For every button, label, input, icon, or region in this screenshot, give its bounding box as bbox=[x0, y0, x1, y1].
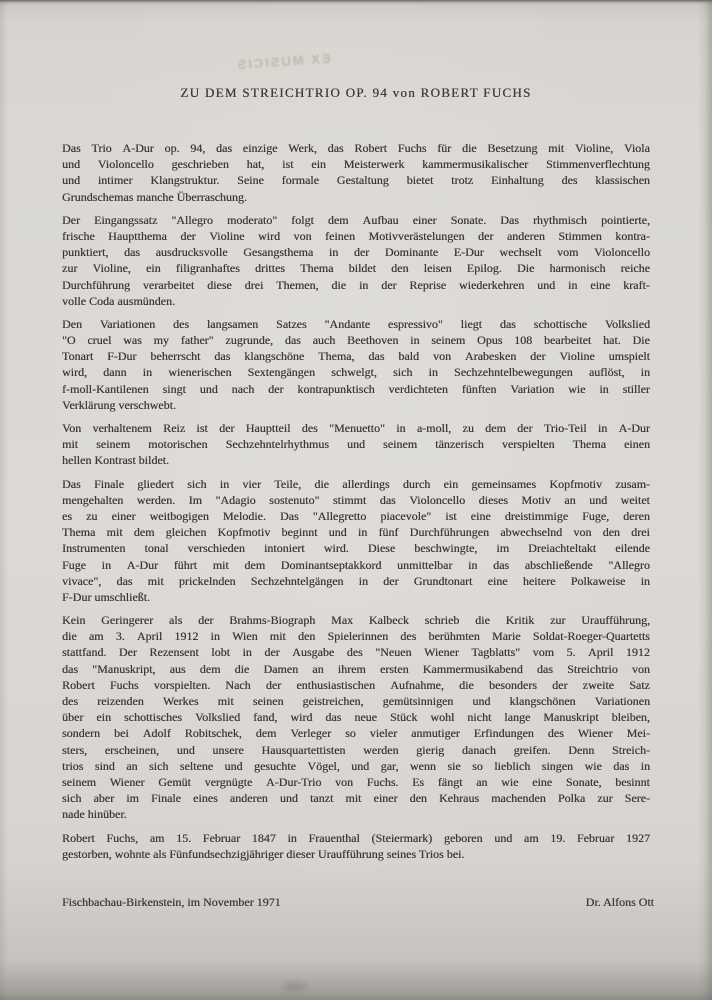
text-line: Fuge in A-Dur führt mit dem Dominantseptakkord unmittelbar in das abschließende "Allegro bbox=[62, 557, 650, 572]
text-line: sondern bei Adolf Robitschek, dem Verleger so vieler anmutiger Erfindungen des Wiener Mei- bbox=[62, 726, 650, 741]
text-line: punktiert, das ausdrucksvolle Gesangsthema in der Dominante E-Dur wechselt vom Violoncello bbox=[62, 245, 650, 260]
text-line: Kein Geringerer als der Brahms-Biograph Max Kalbeck schrieb die Kritik zur Uraufführung, bbox=[62, 613, 650, 628]
text-line: zur Violine, ein filigranhaftes drittes Thema bildet den leisen Epilog. Die harmonisch reiche bbox=[62, 261, 650, 276]
text-line: f-moll-Kantilenen singt und nach der kontrapunktisch verdichteten fünften Variation wie in stiller bbox=[62, 381, 650, 396]
text-line: Den Variationen des langsamen Satzes "Andante espressivo" liegt das schottische Volkslied bbox=[62, 316, 650, 331]
text-line: mengehalten werden. Im "Adagio sostenuto" stimmt das Violoncello dieses Motiv an und weitet bbox=[62, 492, 650, 507]
text-line: mit seinem motorischen Sechzehntelrhythmus und seinem tänzerisch verspielten Thema einen bbox=[62, 437, 650, 452]
text-line: und intimer Klangstruktur. Seine formale Gestaltung bietet trotz Einhaltung des klassischen bbox=[62, 173, 650, 188]
footer-author: Dr. Alfons Ott bbox=[585, 895, 654, 909]
text-line: Durchführung verarbeitet diese drei Themen, die in der Reprise wiederkehren und in eine kraft- bbox=[62, 277, 650, 292]
text-line: über ein schottisches Volkslied fand, wird das neue Stück wohl nicht lange Manuskript bleiben, bbox=[62, 710, 650, 725]
text-line: Verklärung verschwebt. bbox=[62, 397, 176, 412]
text-line: volle Coda ausmünden. bbox=[62, 293, 175, 308]
text-line: Tonart F-Dur beherrscht das klangschöne Thema, das bald von Arabesken der Violine umspielt bbox=[62, 349, 650, 364]
paragraph bbox=[62, 830, 650, 862]
text-line: Instrumenten tonal verschieden intoniert wird. Diese beschwingte, im Dreiachteltakt eilende bbox=[62, 541, 650, 556]
text-line: Das Trio A-Dur op. 94, das einzige Werk, das Robert Fuchs für die Besetzung mit Violine, Viola bbox=[62, 141, 650, 155]
paragraph bbox=[62, 212, 650, 309]
paper-edge-left bbox=[0, 0, 8, 1000]
paragraph bbox=[62, 316, 650, 413]
paragraph bbox=[62, 612, 650, 822]
text-line: wird, dann in wienerischen Sextengängen schwelgt, sich in Sechzehntelbewegungen auflöst, in bbox=[62, 365, 650, 380]
text-line: Der Eingangssatz "Allegro moderato" folgt dem Aufbau einer Sonate. Das rhythmisch pointierte, bbox=[62, 212, 650, 227]
text-line: trios sind an sich seltene und gesuchte Vögel, und gar, wenn sie so lieblich singen wie das in bbox=[62, 758, 650, 773]
text-line: Robert Fuchs, am 15. Februar 1847 in Frauenthal (Steiermark) geboren und am 19. Februar 1927 bbox=[62, 830, 650, 845]
text-line: es zu einer weitbogigen Melodie. Das "Allegretto piacevole" ist eine dreistimmige Fuge, deren bbox=[62, 508, 650, 523]
document-body bbox=[62, 140, 650, 862]
footer-place-date: Fischbachau-Birkenstein, im November 1971 bbox=[62, 895, 281, 909]
text-line: frische Hauptthema der Violine wird von feinen Motivverästelungen der anderen Stimmen kontra- bbox=[62, 228, 650, 243]
text-line: stattfand. Der Rezensent lobt in der Ausgabe des "Neuen Wiener Tagblatts" vom 5. April 1912 bbox=[62, 645, 650, 660]
text-line: des reizenden Werkes mit seinen geistreichen, gemütsinnigen und klangschönen Variationen bbox=[62, 694, 650, 708]
text-line: Von verhaltenem Reiz ist der Hauptteil des "Menuetto" in a-moll, zu dem der Trio-Teil in A-Dur bbox=[62, 421, 650, 435]
paper-edge-top bbox=[0, 0, 712, 3]
page-title: ZU DEM STREICHTRIO OP. 94 von ROBERT FUCHS bbox=[180, 85, 532, 100]
text-line: Das Finale gliedert sich in vier Teile, die allerdings durch ein gemeinsames Kopfmotiv zusam- bbox=[62, 476, 650, 491]
text-line: und Violoncello geschrieben hat, ist ein Meisterwerk kammermusikalischer Stimmenverflechtung bbox=[62, 157, 650, 172]
text-line: Thema mit dem gleichen Kopfmotiv beginnt und in fünf Durchführungen abwechselnd von den drei bbox=[62, 525, 650, 540]
text-line: Grundschemas manche Überraschung. bbox=[62, 189, 247, 204]
text-line: sters, erscheinen, und unsere Hausquartettisten werden gierig danach greifen. Denn Streich- bbox=[62, 742, 650, 757]
text-line: nade hinüber. bbox=[62, 807, 127, 822]
text-line: die am 3. April 1912 in Wien mit den Spielerinnen des berühmten Marie Soldat-Roeger-Quartetts bbox=[62, 629, 650, 644]
paragraph bbox=[62, 476, 650, 606]
paper-edge-right bbox=[698, 0, 712, 1000]
paragraph bbox=[62, 140, 650, 205]
ex-musicis-stamp: EX MUSICIS bbox=[235, 50, 331, 73]
text-line: das "Manuskript, aus dem die Damen an ihrem ersten Kammermusikabend das Streichtrio von bbox=[62, 661, 650, 676]
text-line: "O cruel was my father" zugrunde, das auch Beethoven in seinem Opus 108 bearbeitet hat. Die bbox=[62, 333, 650, 348]
text-line: hellen Kontrast bildet. bbox=[62, 453, 169, 468]
text-line: sich aber im Finale eines anderen und tanzt mit einer den Kehraus machenden Polka zur Sere- bbox=[62, 791, 650, 806]
paper-smudge bbox=[282, 982, 308, 991]
text-line: F-Dur umschließt. bbox=[62, 589, 150, 604]
paragraph bbox=[62, 420, 650, 469]
text-line: Robert Fuchs vorspielten. Nach der enthusiastischen Aufnahme, die besonders der zweite Satz bbox=[62, 677, 650, 692]
text-line: seinem Wiener Gemüt vergnügte A-Dur-Trio von Fuchs. Es fängt an wie eine Sonate, besinnt bbox=[62, 774, 650, 789]
footer bbox=[62, 895, 654, 910]
text-line: vivace", das mit prickelnden Sechzehntelgängen in der Grundtonart eine heitere Polkaweise in bbox=[62, 573, 650, 588]
text-line: gestorben, wohnte als Fünfundsechzigjähriger dieser Uraufführung seines Trios bei. bbox=[62, 846, 465, 861]
